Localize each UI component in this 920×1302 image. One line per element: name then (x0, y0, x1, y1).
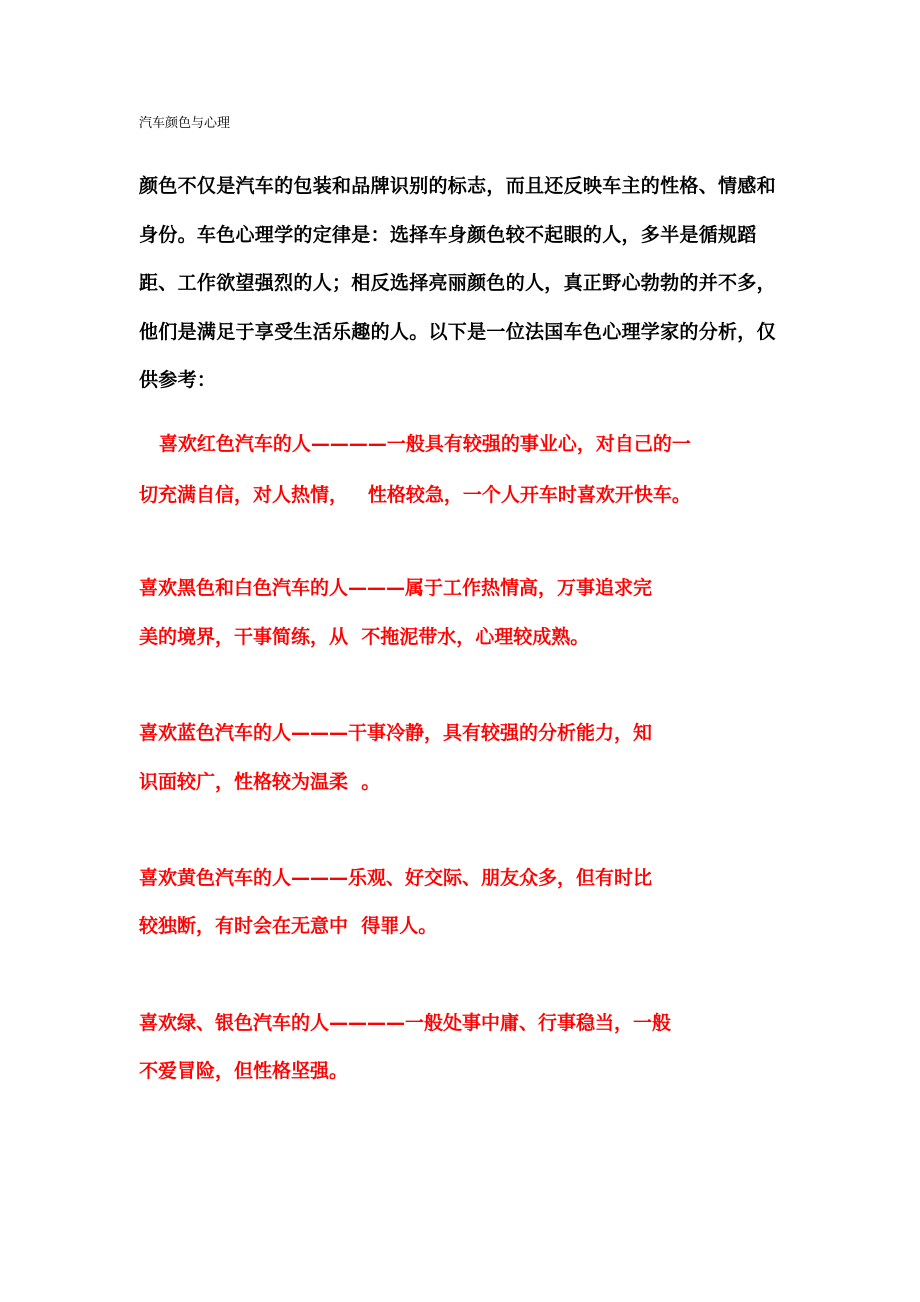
blue-car-line-1: 喜欢蓝色汽车的人———干事冷静，具有较强的分析能力，知 (139, 722, 653, 744)
red-car-line-1: 喜欢红色汽车的人————一般具有较强的事业心，对自己的一 (139, 433, 691, 455)
yellow-car-line-1: 喜欢黄色汽车的人———乐观、好交际、朋友众多，但有时比 (139, 867, 653, 889)
red-car-line-2: 切充满自信，对人热情， 性格较急，一个人开车时喜欢开快车。 (139, 484, 691, 506)
intro-paragraph: 颜色不仅是汽车的包装和品牌识别的标志，而且还反映车主的性格、情感和身份。车色心理学的定律是：选择车身颜色较不起眼的人，多半是循规蹈距、工作欲望强烈的人；相反选择亮丽颜色的人，真正野心勃勃的并不多，他们是满足于享受生活乐趣的人。以下是一位法国车色心理学家的分析，仅供参考： (139, 175, 776, 391)
blue-car-line-2: 识面较广，性格较为温柔 。 (139, 771, 381, 793)
black-white-car-line-2: 美的境界，干事简练，从 不拖泥带水，心理较成熟。 (139, 626, 590, 648)
yellow-car-line-2: 较独断，有时会在无意中 得罪人。 (139, 915, 438, 937)
green-silver-car-line-1: 喜欢绿、银色汽车的人————一般处事中庸、行事稳当，一般 (139, 1012, 672, 1034)
black-white-car-line-1: 喜欢黑色和白色汽车的人———属于工作热情高，万事追求完 (139, 577, 653, 599)
green-silver-car-line-2: 不爱冒险，但性格坚强。 (139, 1060, 349, 1082)
document-title: 汽车颜色与心理 (139, 116, 231, 131)
